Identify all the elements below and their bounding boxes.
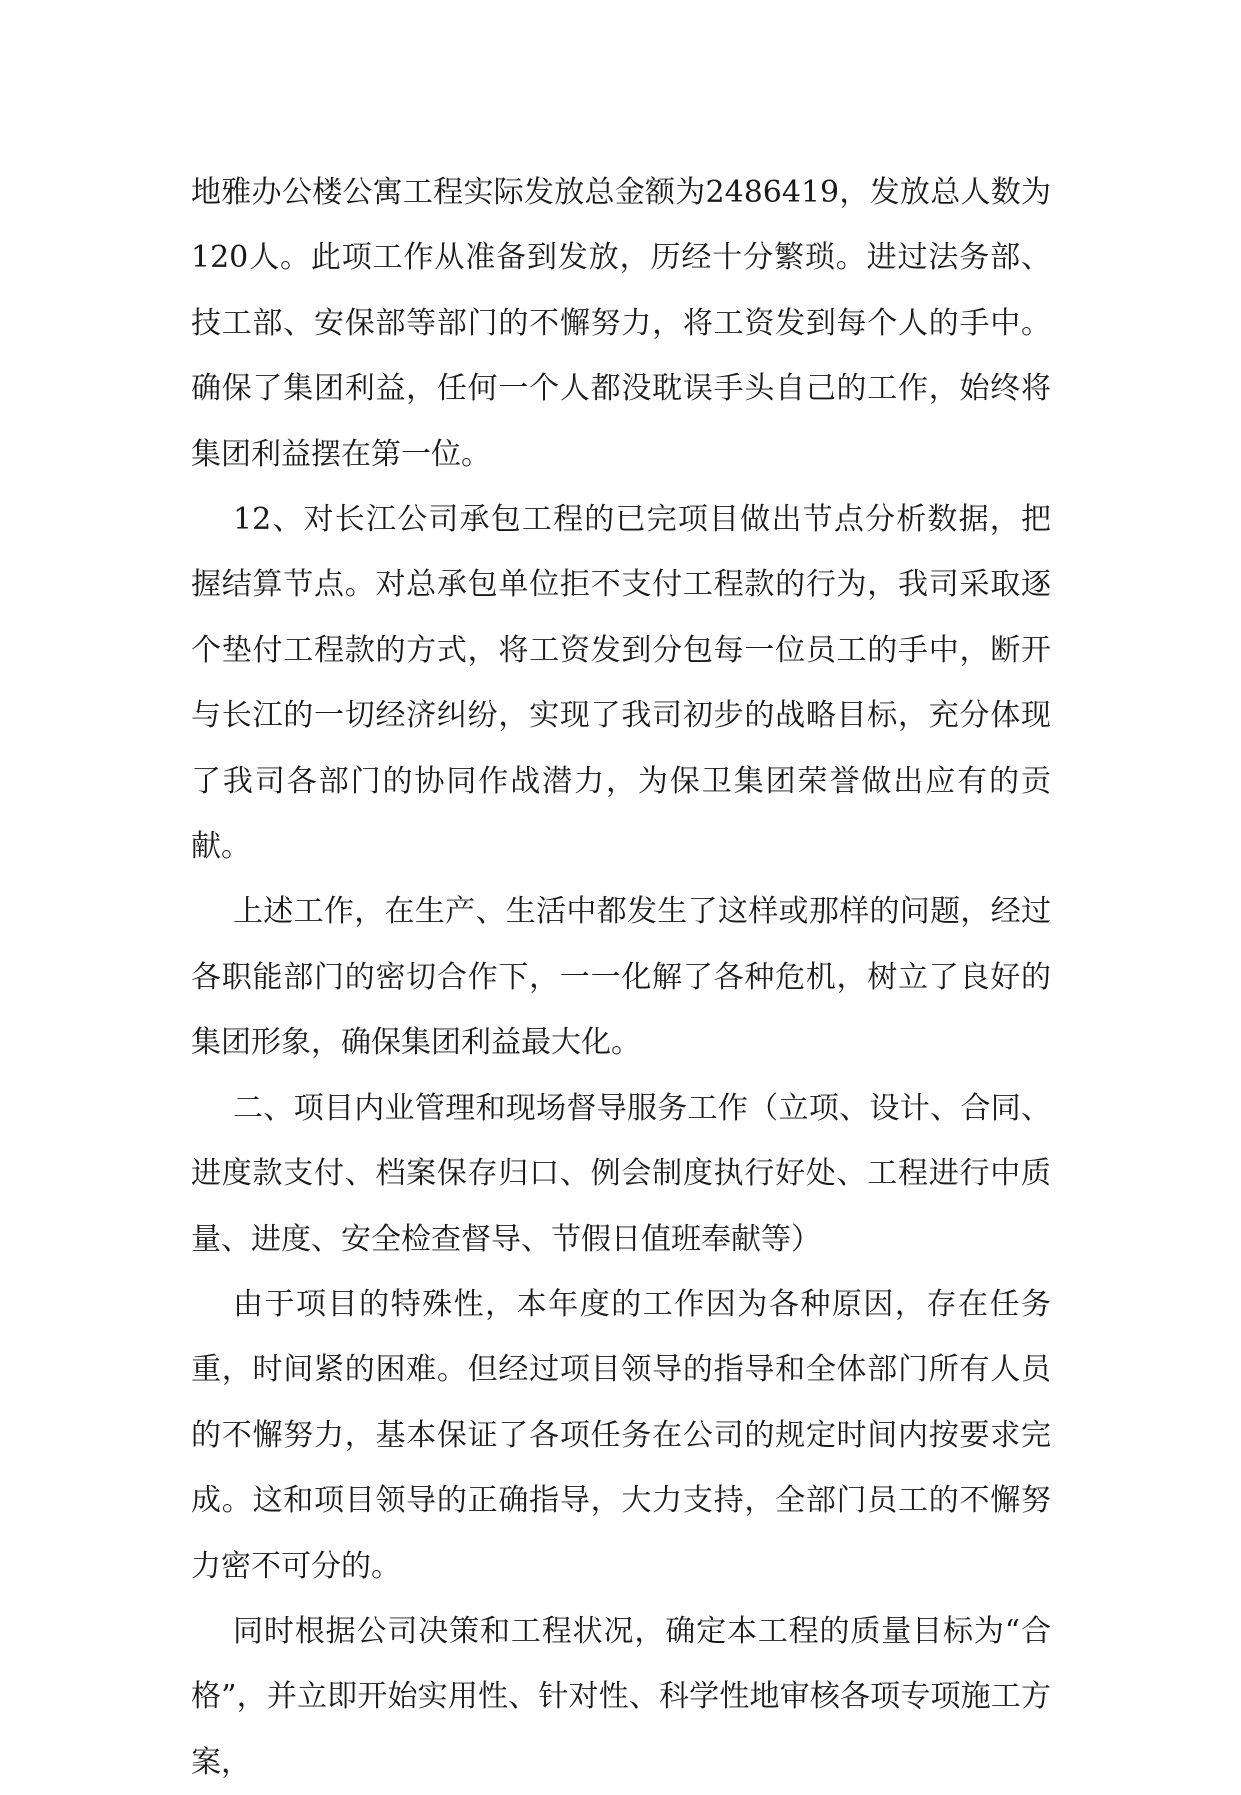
- paragraph-item-12-changjiang: 12、对长江公司承包工程的已完项目做出节点分析数据，把握结算节点。对总承包单位拒不支付工程款的行为，我司采取逐个垫付工程款的方式，将工资发到分包每一位员工的手中，断开与长江的一切经济纠纷，实现了我司初步的战略目标，充分体现了我司各部门的协同作战潜力，为保卫集团荣誉做出应有的贡献。: [191, 502, 1051, 865]
- document-body: [191, 160, 1051, 1795]
- paragraph-continued-wage-payment: 地雅办公楼公寓工程实际发放总金额为2486419，发放总人数为120人。此项工作从准备到发放，历经十分繁琐。进过法务部、技工部、安保部等部门的不懈努力，将工资发到每个人的手中。确保了集团利益，任何一个人都没耽误手头自己的工作，始终将集团利益摆在第一位。: [191, 175, 1051, 472]
- paragraph-project-particularity: 由于项目的特殊性，本年度的工作因为各种原因，存在任务重，时间紧的困难。但经过项目领导的指导和全体部门所有人员的不懈努力，基本保证了各项任务在公司的规定时间内按要求完成。这和项目领导的正确指导，大力支持，全部门员工的不懈努力密不可分的。: [191, 1286, 1051, 1584]
- section-heading-two: 二、项目内业管理和现场督导服务工作（立项、设计、合同、进度款支付、档案保存归口、例会制度执行好处、工程进行中质量、进度、安全检查督导、节假日值班奉献等）: [191, 1090, 1051, 1257]
- paragraph-summary-cooperation: 上述工作，在生产、生活中都发生了这样或那样的问题，经过各职能部门的密切合作下，一一化解了各种危机，树立了良好的集团形象，确保集团利益最大化。: [191, 894, 1051, 1061]
- paragraph-quality-target: 同时根据公司决策和工程状况，确定本工程的质量目标为“合格”，并立即开始实用性、针对性、科学性地审核各项专项施工方案，: [191, 1613, 1051, 1780]
